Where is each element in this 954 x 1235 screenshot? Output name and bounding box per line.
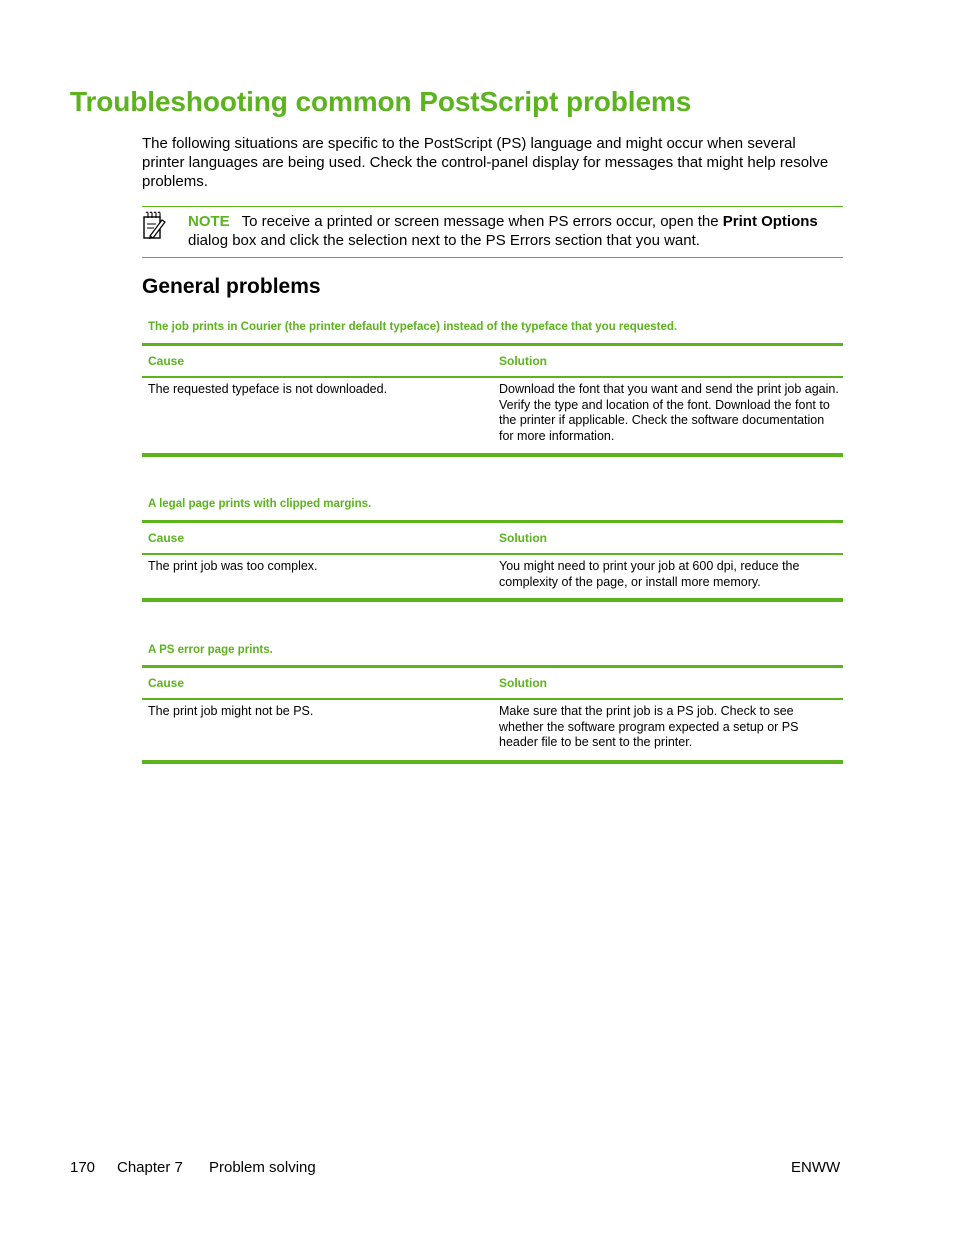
solution-header: Solution (499, 354, 547, 368)
solution-cell: Download the font that you want and send the print job again. Verify the type and location of the font. Download the font to the printer if applicable. Check the software documentation for more information. (499, 382, 839, 443)
section-heading: General problems (142, 275, 321, 298)
cause-header: Cause (148, 531, 185, 545)
footer-page-number: 170 (70, 1159, 96, 1176)
table-header (142, 665, 843, 700)
solution-cell: Make sure that the print job is a PS job. Check to see whether the software program expected a setup or PS header file to be sent to the printer. (499, 704, 799, 749)
table-row (142, 552, 843, 602)
solution-header: Solution (499, 676, 547, 690)
note-label: NOTE (188, 213, 230, 230)
cause-header: Cause (148, 676, 185, 690)
note-pencil-icon (142, 210, 166, 242)
cause-cell: The print job was too complex. (148, 559, 318, 573)
table-title: A PS error page prints. (148, 644, 273, 656)
note-text-after: dialog box and click the selection next to the PS Errors section that you want. (188, 232, 700, 249)
table-row (142, 697, 843, 764)
note-text (188, 212, 838, 250)
intro-paragraph: The following situations are specific to the PostScript (PS) language and might occur when several printer languages are being used. Check the control-panel display for messages that might help resolve problems. (142, 135, 829, 190)
page-title: Troubleshooting common PostScript problems (70, 86, 692, 117)
cause-cell: The print job might not be PS. (148, 704, 314, 718)
cause-header: Cause (148, 354, 185, 368)
table-row (142, 375, 843, 457)
note-box (142, 206, 843, 258)
table-title: A legal page prints with clipped margins. (148, 498, 372, 510)
cause-cell: The requested typeface is not downloaded. (148, 382, 388, 396)
table-header (142, 520, 843, 555)
footer-locale: ENWW (791, 1159, 841, 1176)
note-text-before: To receive a printed or screen message when PS errors occur, open the (241, 213, 723, 230)
footer-chapter: Chapter 7 (117, 1159, 183, 1176)
solution-cell: You might need to print your job at 600 dpi, reduce the complexity of the page, or install more memory. (499, 559, 800, 589)
table-title: The job prints in Courier (the printer default typeface) instead of the typeface that you requested. (148, 321, 678, 333)
solution-header: Solution (499, 531, 547, 545)
note-bold-term: Print Options (722, 213, 818, 230)
table-header (142, 343, 843, 378)
footer-chapter-title: Problem solving (209, 1159, 316, 1176)
